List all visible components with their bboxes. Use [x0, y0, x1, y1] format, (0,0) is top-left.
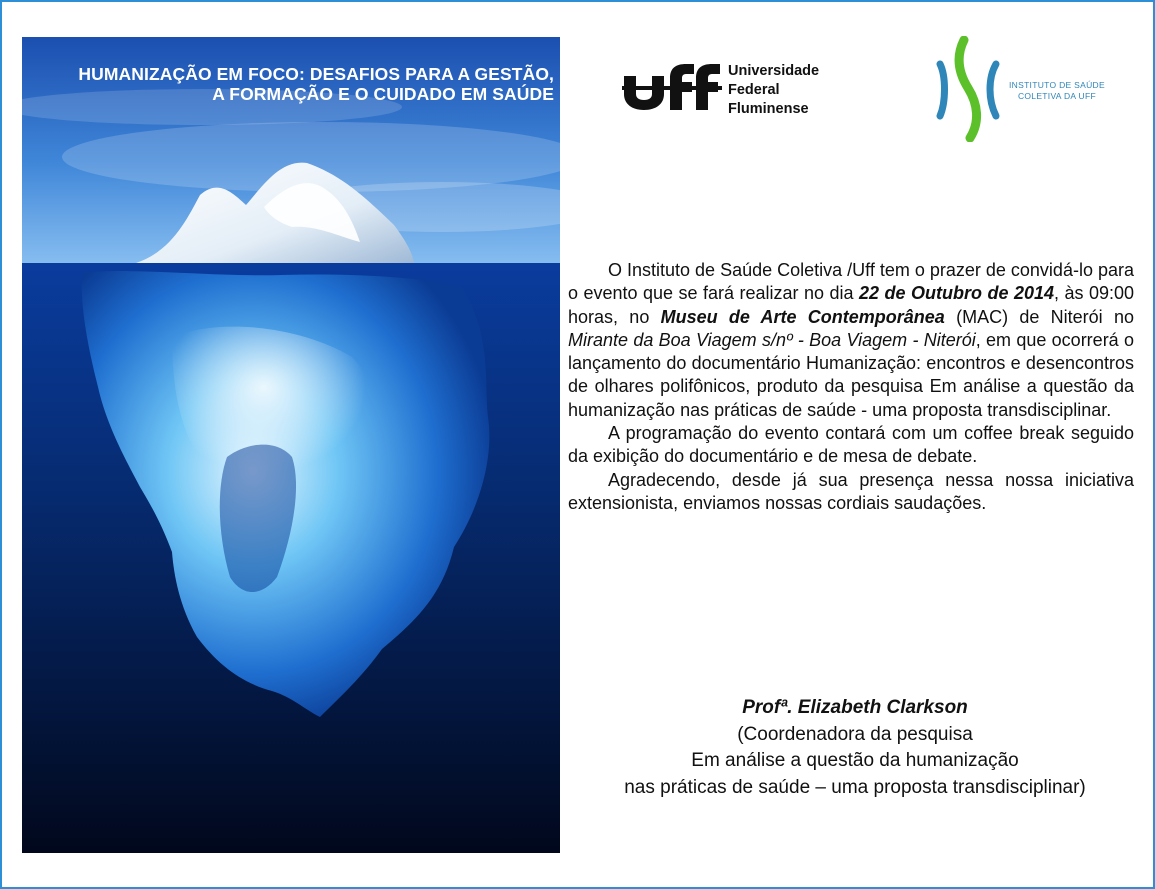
invitation-p1-c: (MAC) de Niterói no: [944, 306, 1134, 327]
signature-block: [560, 695, 1150, 801]
signature-line2: Em análise a questão da humanização: [691, 750, 1019, 771]
invitation-p1-d: , em que ocorrerá o lançamento do documentário Humanização: encontros e desencontros de olhares polifônicos, produto da pesquisa Em análise a questão da humanização nas práticas de saúde - uma proposta transdisciplinar.: [568, 329, 1135, 420]
signature-line3: nas práticas de saúde – uma proposta transdisciplinar): [624, 776, 1086, 798]
event-date: 22 de Outubro de 2014: [859, 283, 1054, 304]
museum-name: Museu de Arte Contemporânea: [660, 306, 945, 327]
isc-logo-mark: [936, 36, 1008, 142]
uff-logo-mark: [622, 60, 722, 120]
poster-title-line1: HUMANIZAÇÃO EM FOCO: DESAFIOS PARA A GESTÃO,: [78, 64, 554, 84]
signature-line1: (Coordenadora da pesquisa: [737, 723, 973, 745]
invitation-paragraph-3: Agradecendo, desde já sua presença nessa nossa iniciativa extensionista, enviamos nossas cordiais saudações.: [568, 469, 1134, 513]
uff-name: [728, 62, 819, 119]
isc-name-line2: COLETIVA DA UFF: [1017, 91, 1096, 101]
poster-title: [78, 64, 554, 104]
signature-name: Profª. Elizabeth Clarkson: [742, 697, 968, 718]
invitation-p1-b: , às 09:00 horas, no: [568, 283, 1135, 327]
uff-name-line1: Universidade: [728, 63, 820, 79]
invitation-paragraph-2: A programação do evento contará com um coffee break seguido da exibição do documentário e de mesa de debate.: [568, 423, 1134, 467]
invitation-paragraph-1: [568, 259, 1134, 422]
invitation-p1-a: O Instituto de Saúde Coletiva /Uff tem o prazer de convidá-lo para o evento que se fará realizar no dia: [568, 260, 1134, 304]
uff-logo: [622, 60, 842, 122]
isc-logo: [936, 36, 1126, 142]
uff-name-line3: Fluminense: [728, 101, 809, 117]
uff-name-line2: Federal: [728, 82, 780, 98]
invitation-text: [568, 259, 1134, 515]
isc-name-line1: INSTITUTO DE SAÚDE: [1009, 80, 1105, 90]
iceberg-poster: [22, 37, 560, 853]
event-address: Mirante da Boa Viagem s/nº - Boa Viagem - Niterói: [568, 329, 976, 350]
isc-name: [1009, 80, 1105, 102]
iceberg-image: [22, 37, 560, 853]
poster-title-line2: A FORMAÇÃO E O CUIDADO EM SAÚDE: [212, 84, 554, 104]
